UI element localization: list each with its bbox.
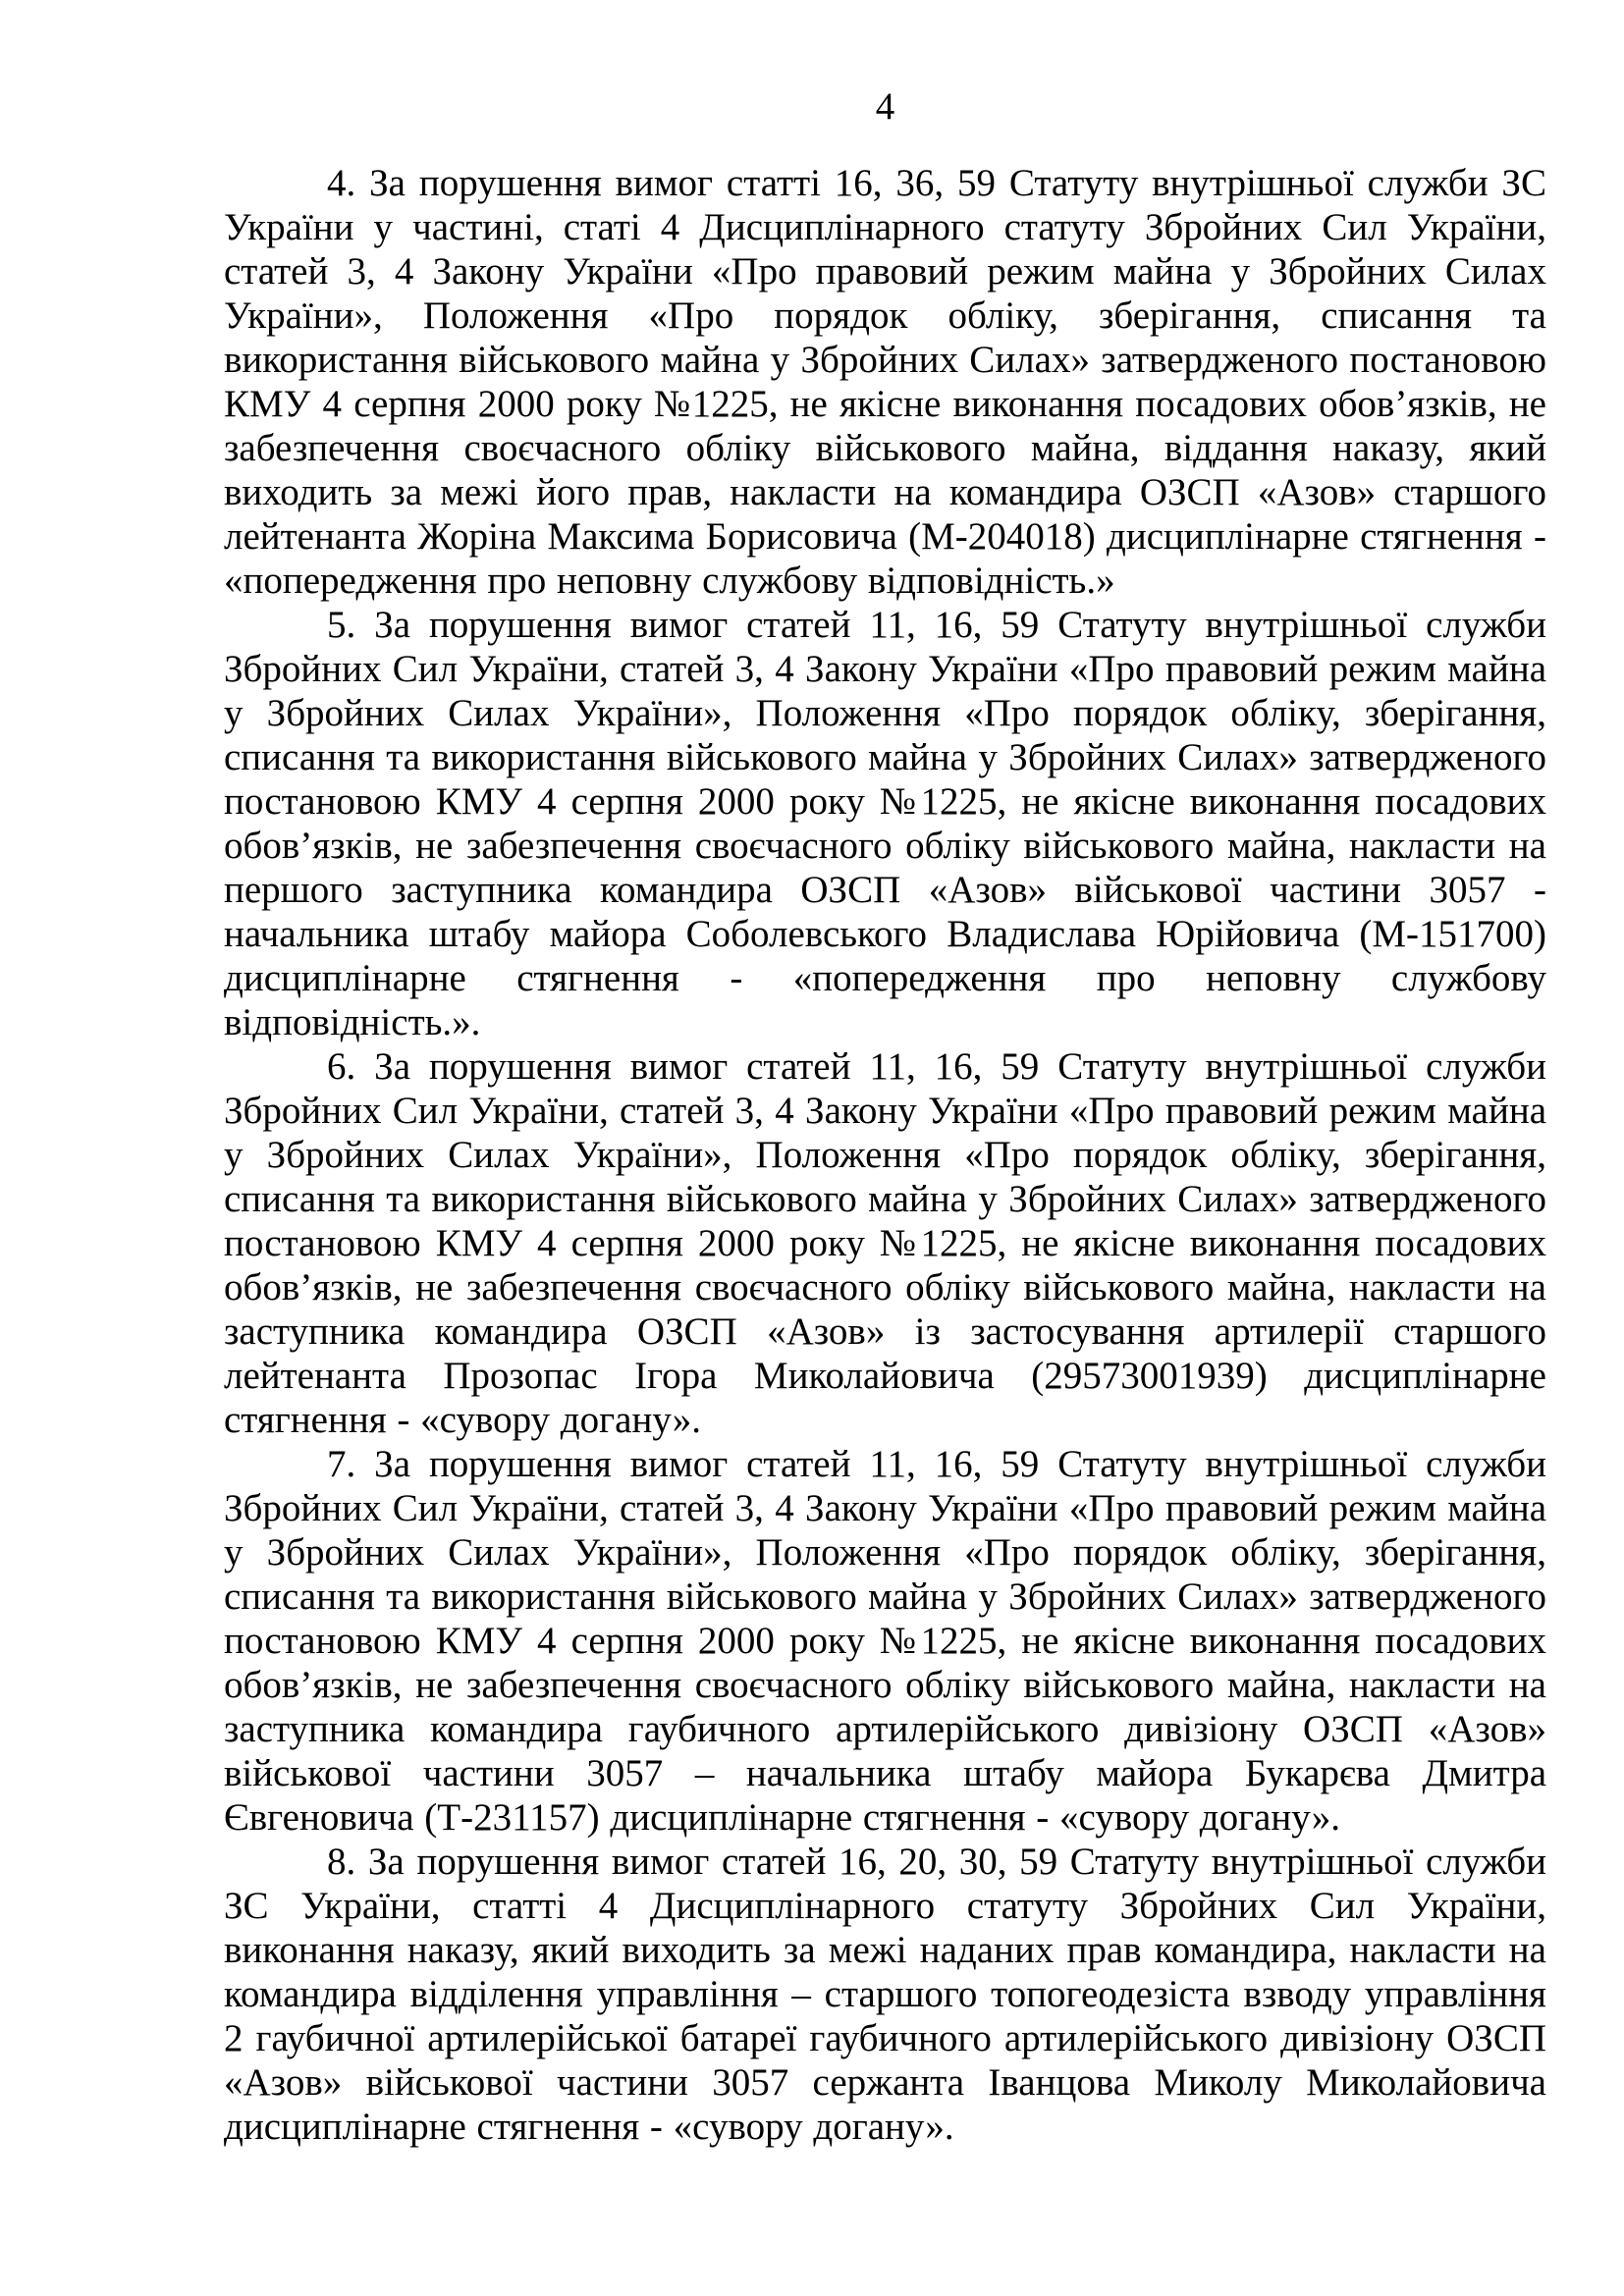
paragraph-item-4: 4. За порушення вимог статті 16, 36, 59 Статуту внутрішньої служби ЗС України у частині, статі 4 Дисциплінарного статуту Збройних Сил України, статей 3, 4 Закону України «Про правовий режим майна у Збройних Силах України», Положення «Про порядок обліку, зберігання, списання та використання військового майна у Збройних Силах» затвердженого постановою КМУ 4 серпня 2000 року №1225, не якісне виконання посадових обов’язків, не забезпечення своєчасного обліку військового майна, віддання наказу, який виходить за межі його прав, накласти на командира ОЗСП «Азов» старшого лейтенанта Жоріна Максима Борисовича (М-204018) дисциплінарне стягнення - «попередження про неповну службову відповідність.» [224,162,1546,602]
paragraph-item-8: 8. За порушення вимог статей 16, 20, 30, 59 Статуту внутрішньої служби ЗС України, статті 4 Дисциплінарного статуту Збройних Сил України, виконання наказу, який виходить за межі наданих прав командира, накласти на командира відділення управління – старшого топогеодезіста взводу управління 2 гаубичної артилерійської батареї гаубичного артилерійського дивізіону ОЗСП «Азов» військової частини 3057 сержанта Іванцова Миколу Миколайовича дисциплінарне стягнення - «сувору догану». [224,1841,1546,2148]
paragraph-item-7: 7. За порушення вимог статей 11, 16, 59 Статуту внутрішньої служби Збройних Сил України, статей 3, 4 Закону України «Про правовий режим майна у Збройних Силах України», Положення «Про порядок обліку, зберігання, списання та використання військового майна у Збройних Силах» затвердженого постановою КМУ 4 серпня 2000 року №1225, не якісне виконання посадових обов’язків, не забезпечення своєчасного обліку військового майна, накласти на заступника командира гаубичного артилерійського дивізіону ОЗСП «Азов» військової частини 3057 – начальника штабу майора Букарєва Дмитра Євгеновича (Т-231157) дисциплінарне стягнення - «сувору догану». [224,1443,1546,1839]
page-number: 4 [875,85,895,128]
paragraph-item-5: 5. За порушення вимог статей 11, 16, 59 Статуту внутрішньої служби Збройних Сил України, статей 3, 4 Закону України «Про правовий режим майна у Збройних Силах України», Положення «Про порядок обліку, зберігання, списання та використання військового майна у Збройних Силах» затвердженого постановою КМУ 4 серпня 2000 року №1225, не якісне виконання посадових обов’язків, не забезпечення своєчасного обліку військового майна, накласти на першого заступника командира ОЗСП «Азов» військової частини 3057 - начальника штабу майора Соболевського Владислава Юрійовича (М-151700) дисциплінарне стягнення - «попередження про неповну службову відповідність.». [224,604,1546,1043]
paragraph-item-6: 6. За порушення вимог статей 11, 16, 59 Статуту внутрішньої служби Збройних Сил України, статей 3, 4 Закону України «Про правовий режим майна у Збройних Силах України», Положення «Про порядок обліку, зберігання, списання та використання військового майна у Збройних Силах» затвердженого постановою КМУ 4 серпня 2000 року №1225, не якісне виконання посадових обов’язків, не забезпечення своєчасного обліку військового майна, накласти на заступника командира ОЗСП «Азов» із застосування артилерії старшого лейтенанта Прозопас Ігора Миколайовича (29573001939) дисциплінарне стягнення - «сувору догану». [224,1045,1546,1441]
document-body [224,161,1546,2149]
